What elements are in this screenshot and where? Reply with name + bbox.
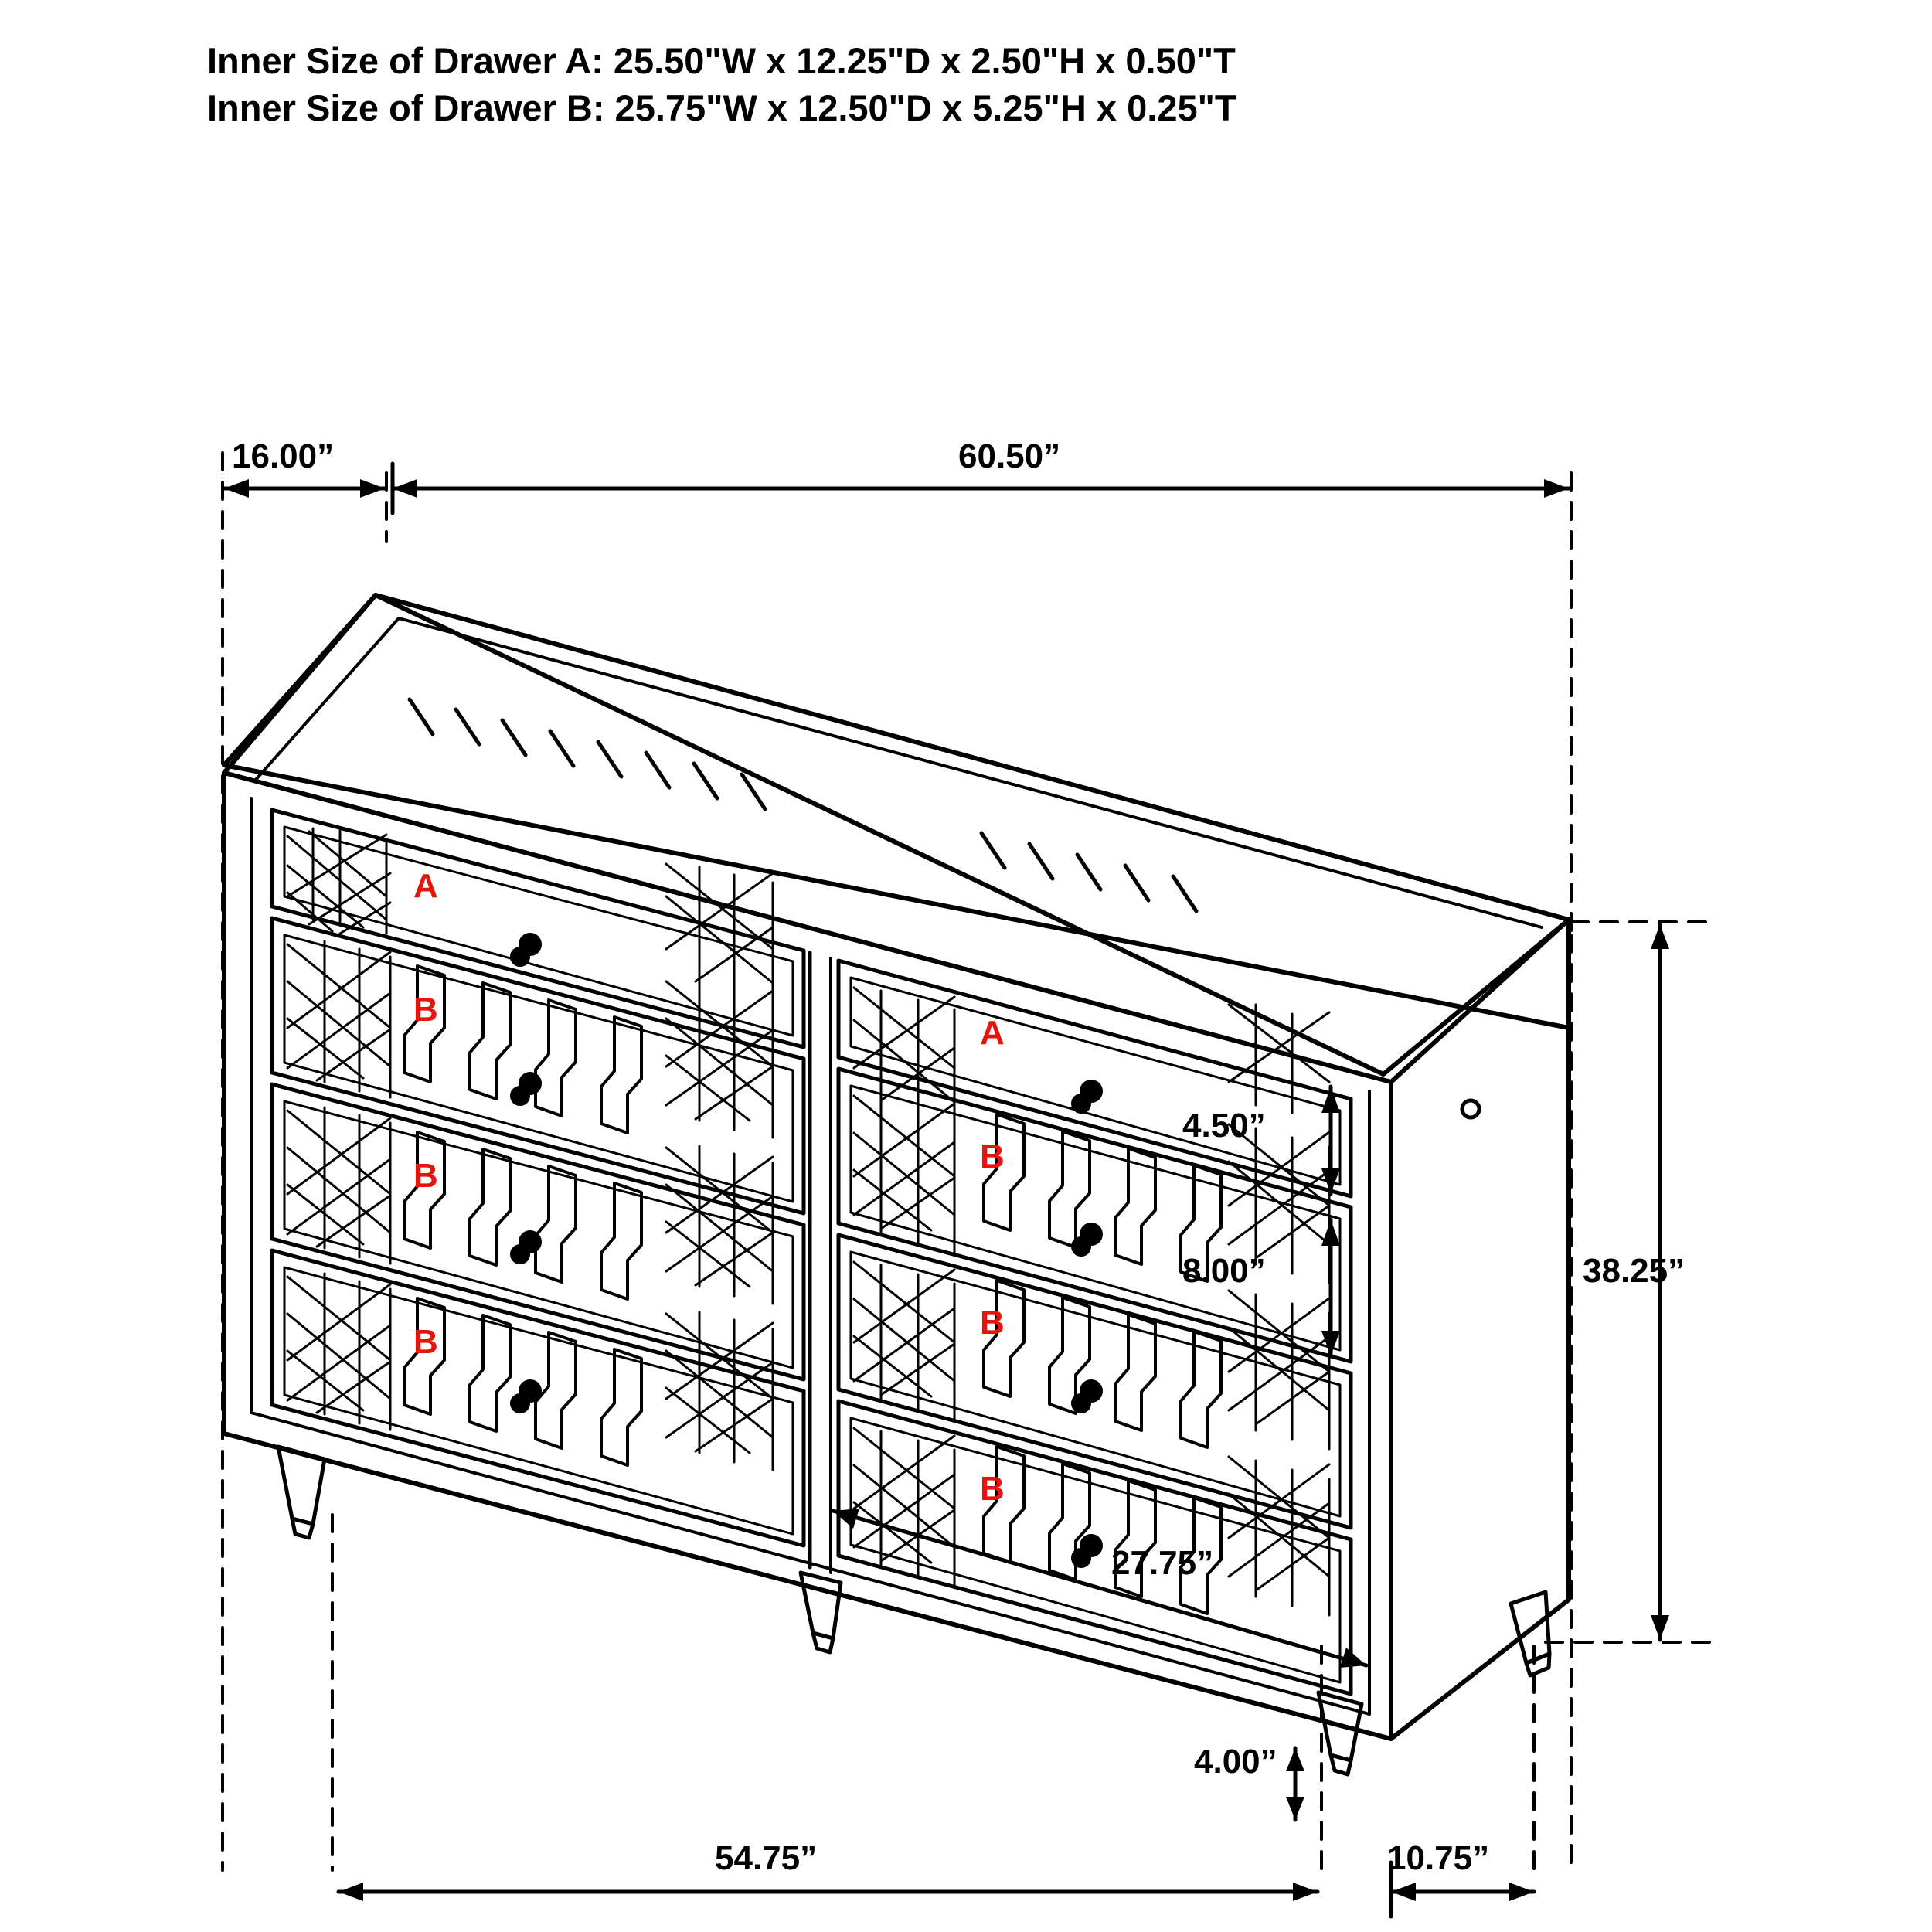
drawer-label-right-2: B — [980, 1138, 1005, 1175]
dim-side-depth: 10.75” — [1387, 1839, 1490, 1877]
drawer-label-right-3: B — [980, 1304, 1005, 1342]
dim-drawer-inner-width: 27.75” — [1111, 1544, 1214, 1582]
drawer-label-left-4: B — [413, 1323, 438, 1361]
drawer-label-left-1: A — [413, 867, 438, 905]
drawer-label-left-3: B — [413, 1157, 438, 1195]
dim-width-top: 60.50” — [958, 437, 1061, 475]
dim-leg-height: 4.00” — [1194, 1743, 1277, 1781]
spec-drawer-b: Inner Size of Drawer B: 25.75"W x 12.50"D x 5.25"H x 0.25"T — [207, 87, 1237, 129]
dim-height-right: 38.25” — [1583, 1252, 1685, 1290]
dim-base-width: 54.75” — [715, 1839, 818, 1877]
spec-drawer-a: Inner Size of Drawer A: 25.50"W x 12.25"D x 2.50"H x 0.50"T — [207, 40, 1236, 81]
dim-depth-top: 16.00” — [232, 437, 335, 475]
drawer-label-left-2: B — [413, 991, 438, 1029]
dim-drawer-a-height: 4.50” — [1182, 1107, 1266, 1145]
drawer-label-right-4: B — [980, 1470, 1005, 1508]
dim-drawer-b-height: 8.00” — [1182, 1252, 1266, 1290]
drawer-label-right-1: A — [980, 1014, 1005, 1052]
